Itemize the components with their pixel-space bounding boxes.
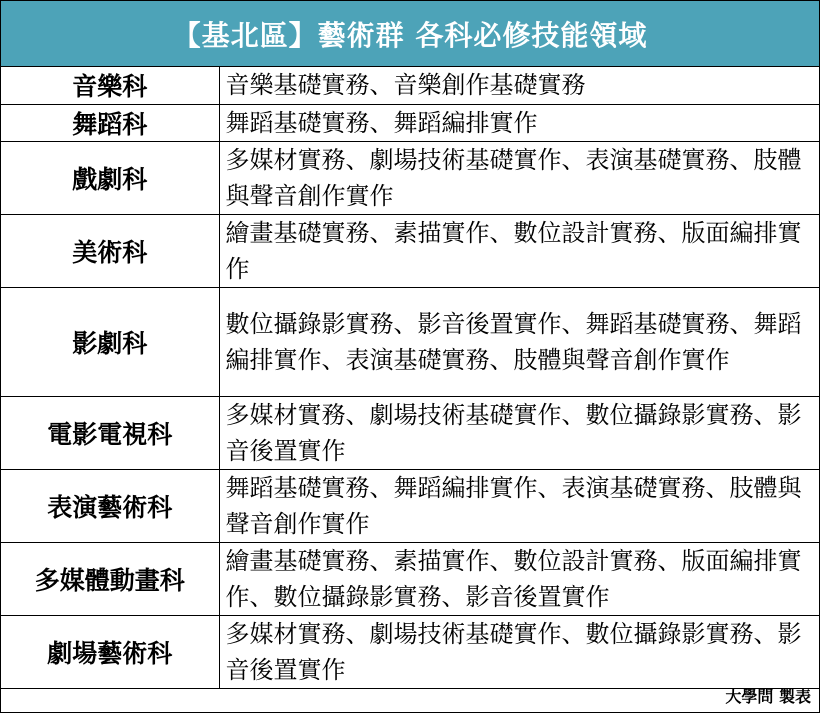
skills-cell: 多媒材實務、劇場技術基礎實作、數位攝錄影實務、影音後置實作 bbox=[219, 396, 819, 469]
skills-table bbox=[1, 67, 819, 689]
dept-cell: 戲劇科 bbox=[1, 141, 219, 214]
dept-cell: 影劇科 bbox=[1, 287, 219, 396]
table-row bbox=[1, 615, 819, 688]
dept-cell: 音樂科 bbox=[1, 67, 219, 104]
dept-cell: 舞蹈科 bbox=[1, 104, 219, 141]
credit-label: 大學問 製表 bbox=[725, 687, 811, 706]
table-row bbox=[1, 214, 819, 287]
table-row bbox=[1, 67, 819, 104]
dept-cell: 多媒體動畫科 bbox=[1, 542, 219, 615]
dept-cell: 劇場藝術科 bbox=[1, 615, 219, 688]
table-row bbox=[1, 104, 819, 141]
table-title: 【基北區】藝術群 各科必修技能領域 bbox=[1, 1, 819, 67]
skills-cell: 數位攝錄影實務、影音後置實作、舞蹈基礎實務、舞蹈編排實作、表演基礎實務、肢體與聲音創作實作 bbox=[219, 287, 819, 396]
table-row bbox=[1, 141, 819, 214]
skills-cell: 舞蹈基礎實務、舞蹈編排實作、表演基礎實務、肢體與聲音創作實作 bbox=[219, 469, 819, 542]
dept-cell: 表演藝術科 bbox=[1, 469, 219, 542]
table-row bbox=[1, 396, 819, 469]
skills-cell: 多媒材實務、劇場技術基礎實作、表演基礎實務、肢體與聲音創作實作 bbox=[219, 141, 819, 214]
skills-cell: 多媒材實務、劇場技術基礎實作、數位攝錄影實務、影音後置實作 bbox=[219, 615, 819, 688]
skills-cell: 繪畫基礎實務、素描實作、數位設計實務、版面編排實作 bbox=[219, 214, 819, 287]
table-row bbox=[1, 542, 819, 615]
skills-cell: 舞蹈基礎實務、舞蹈編排實作 bbox=[219, 104, 819, 141]
dept-cell: 電影電視科 bbox=[1, 396, 219, 469]
table-row bbox=[1, 287, 819, 396]
skills-cell: 音樂基礎實務、音樂創作基礎實務 bbox=[219, 67, 819, 104]
table-row bbox=[1, 469, 819, 542]
skills-cell: 繪畫基礎實務、素描實作、數位設計實務、版面編排實作、數位攝錄影實務、影音後置實作 bbox=[219, 542, 819, 615]
dept-cell: 美術科 bbox=[1, 214, 219, 287]
